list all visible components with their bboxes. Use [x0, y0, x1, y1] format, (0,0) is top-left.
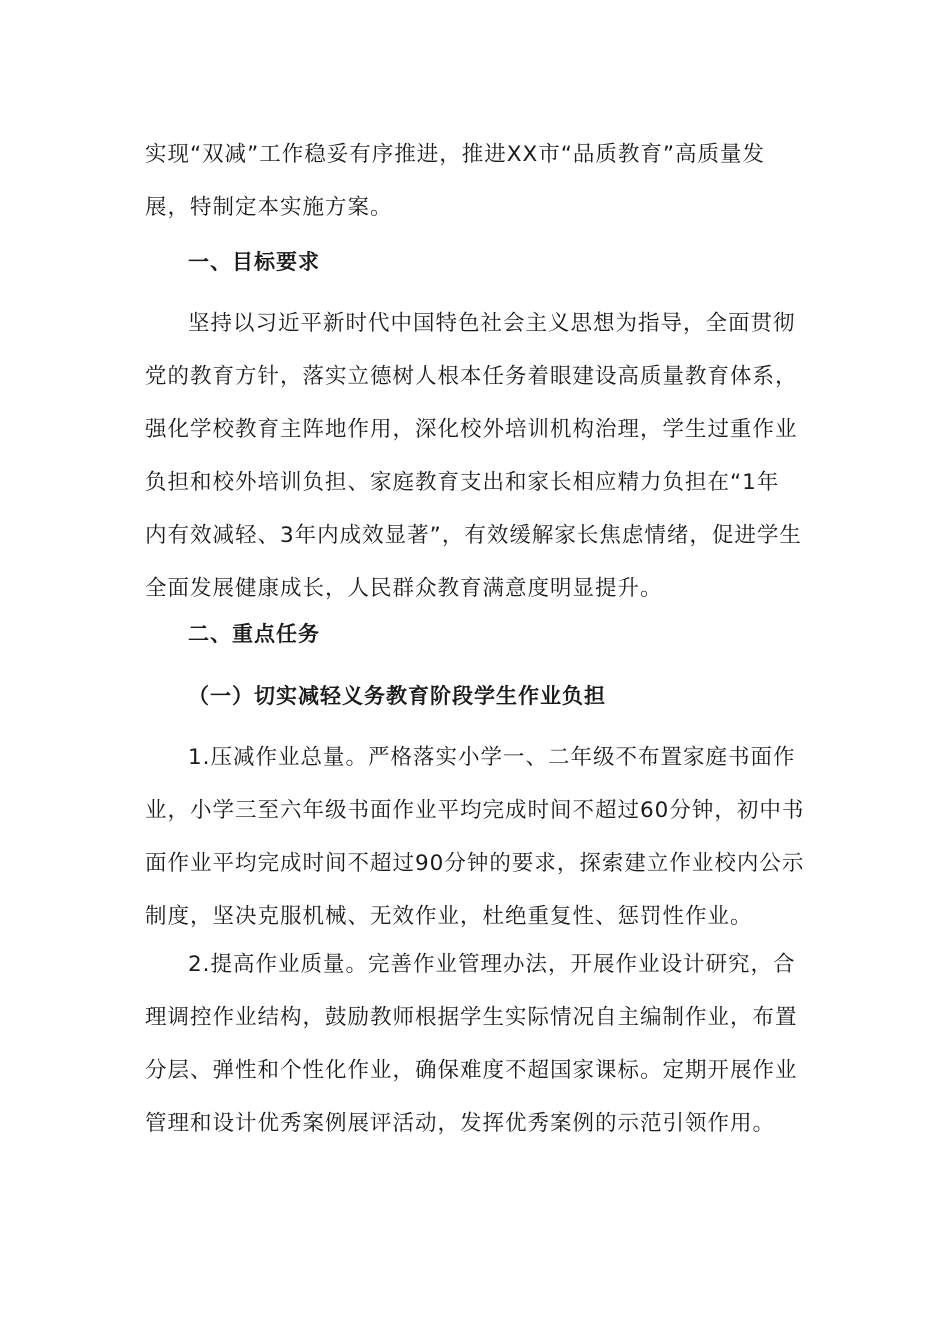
section-heading-goals: 一、目标要求: [188, 250, 320, 274]
text-line: 全面发展健康成长，人民群众教育满意度明显提升。: [145, 576, 663, 601]
intro-paragraph: [145, 128, 815, 234]
text-line: 理调控作业结构，鼓励教师根据学生实际情况自主编制作业，布置: [145, 1005, 798, 1030]
section-heading-key-tasks: 二、重点任务: [188, 622, 320, 646]
text-line: 制度，坚决克服机械、无效作业，杜绝重复性、惩罚性作业。: [145, 904, 753, 929]
text-line: 面作业平均完成时间不超过90分钟的要求，探索建立作业校内公示: [145, 851, 805, 876]
item2-paragraph: [145, 938, 815, 1150]
goals-paragraph: [145, 297, 815, 615]
text-line: 业，小学三至六年级书面作业平均完成时间不超过60分钟，初中书: [145, 798, 805, 823]
text-line: 2.提高作业质量。完善作业管理办法，开展作业设计研究，合: [188, 952, 796, 977]
text-line: 1.压减作业总量。严格落实小学一、二年级不布置家庭书面作: [188, 745, 796, 770]
text-line: 展，特制定本实施方案。: [145, 195, 393, 220]
text-line: 党的教育方针，落实立德树人根本任务着眼建设高质量教育体系，: [145, 364, 798, 389]
text-line: 坚持以习近平新时代中国特色社会主义思想为指导，全面贯彻: [188, 311, 796, 336]
subsection-heading: （一）切实减轻义务教育阶段学生作业负担: [188, 684, 606, 708]
text-line: 内有效减轻、3年内成效显著”，有效缓解家长焦虑情绪，促进学生: [145, 523, 802, 548]
text-line: 分层、弹性和个性化作业，确保难度不超国家课标。定期开展作业: [145, 1058, 798, 1083]
item1-paragraph: [145, 731, 815, 943]
text-line: 负担和校外培训负担、家庭教育支出和家长相应精力负担在“1年: [145, 470, 780, 495]
text-line: 实现“双减”工作稳妥有序推进，推进XX市“品质教育”高质量发: [145, 142, 766, 167]
text-line: 强化学校教育主阵地作用，深化校外培训机构治理，学生过重作业: [145, 417, 798, 442]
text-line: 管理和设计优秀案例展评活动，发挥优秀案例的示范引领作用。: [145, 1111, 776, 1136]
